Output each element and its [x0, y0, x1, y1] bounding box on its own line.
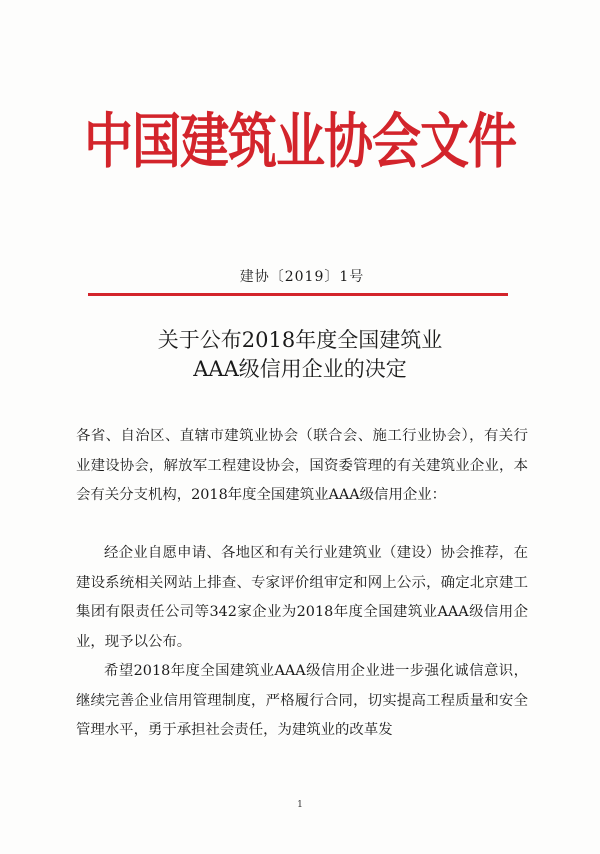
letterhead-title: 中国建筑业协会文件: [83, 107, 516, 177]
addressee-paragraph: 各省、自治区、直辖市建筑业协会（联合会、施工行业协会），有关行业建设协会，解放军工程建设协会，国资委管理的有关建筑业企业，本会有关分支机构，2018年度全国建筑业AAA级信用企业：: [76, 428, 528, 503]
body-paragraph-1: 经企业自愿申请、各地区和有关行业建筑业（建设）协会推荐，在建设系统相关网站上排查、专家评价组审定和网上公示，确定北京建工集团有限责任公司等342家企业为2018年度全国建筑业AAA级信用企业，现予以公布。: [76, 545, 528, 650]
document-title-line-2: AAA级信用企业的决定: [193, 357, 407, 381]
page-number: 1: [297, 800, 303, 810]
document-title-line-1: 关于公布2018年度全国建筑业: [157, 328, 443, 352]
document-number: 建协〔2019〕1号: [239, 269, 365, 285]
red-divider-line: [88, 293, 508, 296]
body-paragraph-2: 希望2018年度全国建筑业AAA级信用企业进一步强化诚信意识，继续完善企业信用管理制度，严格履行合同，切实提高工程质量和安全管理水平，勇于承担社会责任，为建筑业的改革发: [76, 663, 528, 738]
